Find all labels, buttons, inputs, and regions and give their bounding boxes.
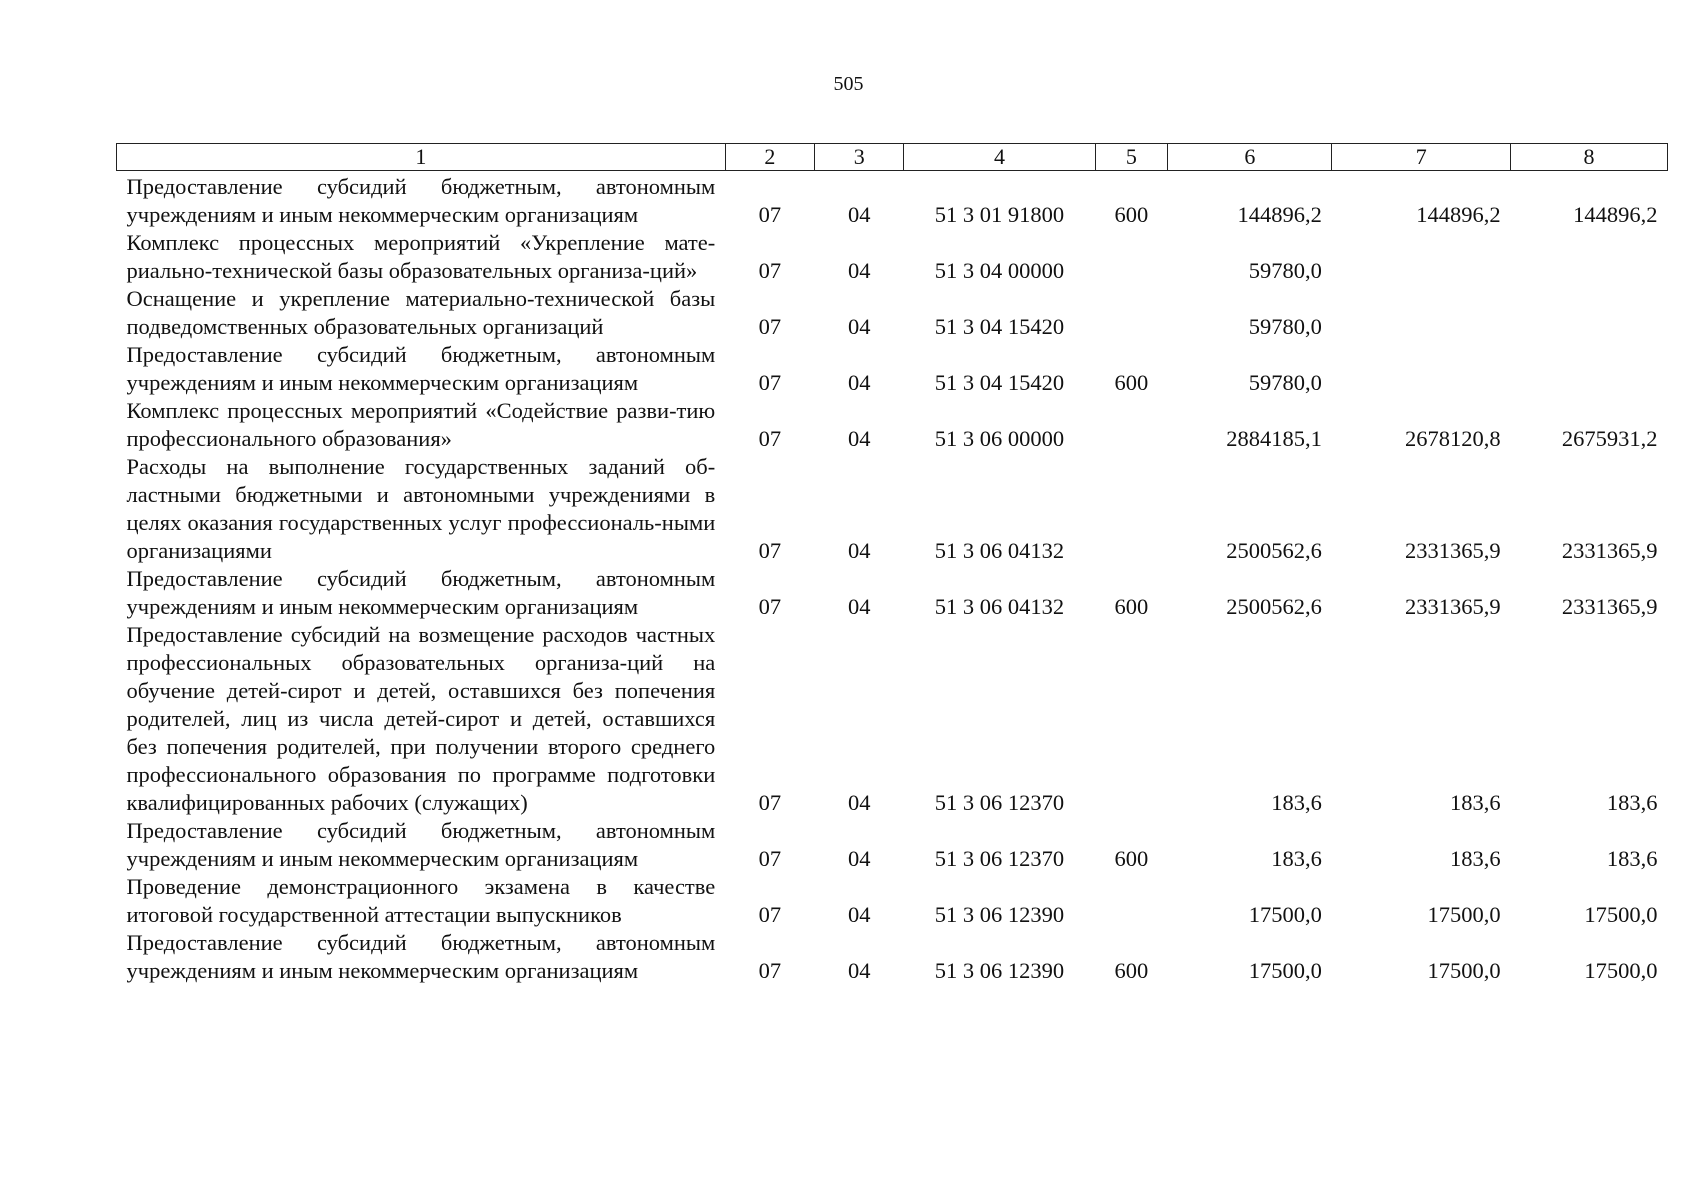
amount-column-6-cell: 59780,0 [1248, 370, 1322, 395]
amount-column-8-cell: 2331365,9 [1561, 594, 1658, 619]
amount-column-6-cell: 59780,0 [1248, 314, 1322, 339]
amount-column-7-cell: 2331365,9 [1404, 538, 1501, 563]
row-name-cell: Предоставление субсидий бюджетным, автономным учреждениям и иным некоммерческим организациям [126, 930, 716, 983]
target-article-code-cell: 51 3 06 12370 [934, 846, 1065, 871]
column-header-4: 4 [904, 144, 1095, 171]
expense-type-code-cell: 600 [1114, 958, 1149, 983]
expense-type-code-cell [1095, 873, 1168, 929]
target-article-code-cell: 51 3 04 15420 [934, 314, 1065, 339]
amount-column-7-cell [1332, 341, 1511, 397]
target-article-code-cell: 51 3 04 15420 [934, 370, 1065, 395]
column-header-8: 8 [1511, 144, 1668, 171]
subsection-code-cell: 04 [847, 958, 871, 983]
row-name-cell: Предоставление субсидий на возмещение расходов частных профессиональных образовательных организа-ций на обучение детей-сирот и детей, оставшихся без попечения родителей, лиц из числа детей-сирот и детей, оставшихся без попечения родителей, при получении второго среднего профессионального образования по программе подготовки квалифицированных рабочих (служащих) [126, 622, 716, 815]
expense-type-code-cell [1095, 397, 1168, 453]
section-code-cell: 07 [758, 202, 782, 227]
target-article-code-cell: 51 3 06 04132 [934, 594, 1065, 619]
column-header-3: 3 [815, 144, 904, 171]
expense-type-code-cell: 600 [1114, 846, 1149, 871]
column-header-1: 1 [117, 144, 726, 171]
subsection-code-cell: 04 [847, 314, 871, 339]
expense-type-code-cell [1095, 453, 1168, 565]
amount-column-6-cell: 183,6 [1271, 846, 1322, 871]
section-code-cell: 07 [758, 370, 782, 395]
expense-type-code-cell [1095, 229, 1168, 285]
amount-column-8-cell [1511, 229, 1668, 285]
table-row [117, 929, 1668, 985]
table-row [117, 817, 1668, 873]
column-header-6: 6 [1168, 144, 1332, 171]
subsection-code-cell: 04 [847, 790, 871, 815]
amount-column-8-cell: 144896,2 [1573, 202, 1658, 227]
table-row [117, 171, 1668, 230]
amount-column-6-cell: 183,6 [1271, 790, 1322, 815]
target-article-code-cell: 51 3 06 00000 [934, 426, 1065, 451]
expense-type-code-cell [1095, 285, 1168, 341]
target-article-code-cell: 51 3 06 12390 [934, 958, 1065, 983]
amount-column-8-cell: 183,6 [1606, 846, 1658, 871]
amount-column-6-cell: 2500562,6 [1226, 594, 1322, 619]
expense-type-code-cell [1095, 621, 1168, 817]
table-row [117, 397, 1668, 453]
amount-column-6-cell: 2884185,1 [1226, 426, 1322, 451]
row-name-cell: Предоставление субсидий бюджетным, автономным учреждениям и иным некоммерческим организациям [126, 566, 716, 619]
amount-column-6-cell: 2500562,6 [1226, 538, 1322, 563]
subsection-code-cell: 04 [847, 538, 871, 563]
section-code-cell: 07 [758, 958, 782, 983]
amount-column-6-cell: 59780,0 [1248, 258, 1322, 283]
subsection-code-cell: 04 [847, 426, 871, 451]
target-article-code-cell: 51 3 06 04132 [934, 538, 1065, 563]
amount-column-6-cell: 17500,0 [1248, 958, 1322, 983]
section-code-cell: 07 [758, 594, 782, 619]
subsection-code-cell: 04 [847, 902, 871, 927]
row-name-cell: Предоставление субсидий бюджетным, автономным учреждениям и иным некоммерческим организациям [126, 342, 716, 395]
section-code-cell: 07 [758, 790, 782, 815]
expense-type-code-cell: 600 [1114, 594, 1149, 619]
expense-type-code-cell: 600 [1114, 202, 1149, 227]
amount-column-8-cell: 17500,0 [1584, 902, 1658, 927]
amount-column-7-cell: 144896,2 [1416, 202, 1501, 227]
table-row [117, 621, 1668, 817]
section-code-cell: 07 [758, 902, 782, 927]
amount-column-7-cell: 17500,0 [1427, 958, 1501, 983]
section-code-cell: 07 [758, 846, 782, 871]
table-row [117, 285, 1668, 341]
target-article-code-cell: 51 3 06 12370 [934, 790, 1065, 815]
row-name-cell: Комплекс процессных мероприятий «Содействие разви-тию профессионального образования» [126, 398, 716, 451]
target-article-code-cell: 51 3 06 12390 [934, 902, 1065, 927]
target-article-code-cell: 51 3 01 91800 [934, 202, 1065, 227]
amount-column-7-cell: 2331365,9 [1404, 594, 1501, 619]
amount-column-6-cell: 17500,0 [1248, 902, 1322, 927]
row-name-cell: Комплекс процессных мероприятий «Укрепление мате-риально-технической базы образовательных организа-ций» [126, 230, 716, 283]
table-row [117, 565, 1668, 621]
row-name-cell: Предоставление субсидий бюджетным, автономным учреждениям и иным некоммерческим организациям [126, 818, 716, 871]
section-code-cell: 07 [758, 426, 782, 451]
section-code-cell: 07 [758, 314, 782, 339]
amount-column-7-cell: 183,6 [1449, 846, 1501, 871]
amount-column-8-cell [1511, 341, 1668, 397]
column-header-2: 2 [725, 144, 814, 171]
amount-column-7-cell: 17500,0 [1427, 902, 1501, 927]
subsection-code-cell: 04 [847, 202, 871, 227]
row-name-cell: Проведение демонстрационного экзамена в качестве итоговой государственной аттестации выпускников [126, 874, 716, 927]
expense-type-code-cell: 600 [1114, 370, 1149, 395]
page-number: 505 [833, 73, 864, 95]
row-name-cell: Оснащение и укрепление материально-технической базы подведомственных образовательных организаций [126, 286, 716, 339]
amount-column-8-cell [1511, 285, 1668, 341]
row-name-cell: Расходы на выполнение государственных заданий об-ластными бюджетными и автономными учреждениями в целях оказания государственных услуг профессиональ-ными организациями [126, 454, 716, 563]
table-row [117, 229, 1668, 285]
row-name-cell: Предоставление субсидий бюджетным, автономным учреждениям и иным некоммерческим организациям [126, 174, 716, 227]
subsection-code-cell: 04 [847, 370, 871, 395]
amount-column-7-cell [1332, 229, 1511, 285]
amount-column-7-cell: 2678120,8 [1404, 426, 1501, 451]
column-header-5: 5 [1095, 144, 1168, 171]
column-number-header-row [117, 144, 1668, 171]
target-article-code-cell: 51 3 04 00000 [934, 258, 1065, 283]
section-code-cell: 07 [758, 538, 782, 563]
budget-table [116, 143, 1668, 985]
subsection-code-cell: 04 [847, 594, 871, 619]
amount-column-7-cell: 183,6 [1449, 790, 1501, 815]
amount-column-8-cell: 183,6 [1606, 790, 1658, 815]
amount-column-8-cell: 17500,0 [1584, 958, 1658, 983]
subsection-code-cell: 04 [847, 258, 871, 283]
table-row [117, 453, 1668, 565]
column-header-7: 7 [1332, 144, 1511, 171]
amount-column-7-cell [1332, 285, 1511, 341]
amount-column-8-cell: 2331365,9 [1561, 538, 1658, 563]
table-row [117, 341, 1668, 397]
table-row [117, 873, 1668, 929]
amount-column-6-cell: 144896,2 [1237, 202, 1322, 227]
section-code-cell: 07 [758, 258, 782, 283]
amount-column-8-cell: 2675931,2 [1561, 426, 1658, 451]
subsection-code-cell: 04 [847, 846, 871, 871]
table-body [117, 171, 1668, 986]
